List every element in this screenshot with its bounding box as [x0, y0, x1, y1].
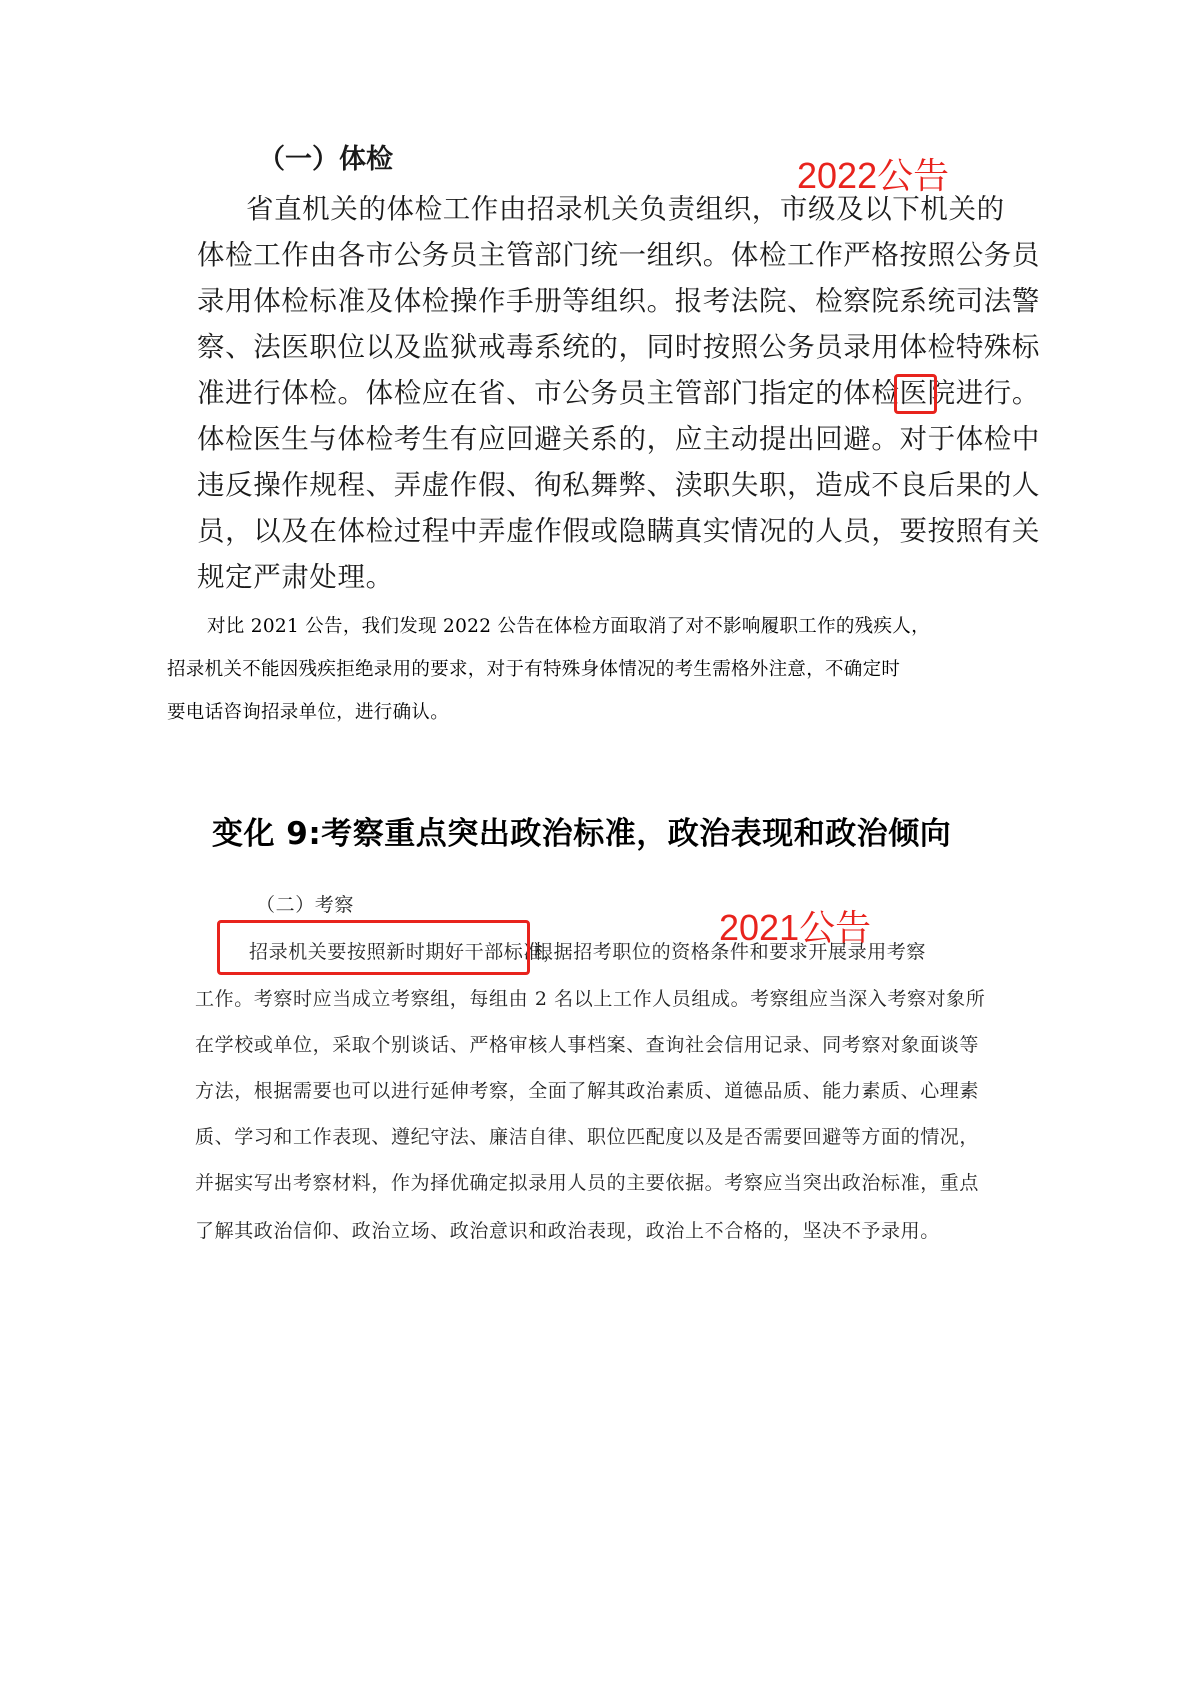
subsection-heading-inspection: （二）考察 [256, 894, 355, 916]
subsection-heading-physical-exam: （一）体检 [258, 144, 393, 175]
highlight-box-removed-text [894, 374, 937, 414]
change-heading: 变化 9:考察重点突出政治标准，政治表现和政治倾向 [212, 816, 952, 852]
paragraph-line: 规定严肃处理。 [197, 561, 394, 593]
paragraph-line: 违反操作规程、弄虚作假、徇私舞弊、渎职失职，造成不良后果的人 [197, 469, 1040, 501]
paragraph-line: 省直机关的体检工作由招录机关负责组织，市级及以下机关的 [246, 193, 1005, 225]
paragraph-line: 质、学习和工作表现、遵纪守法、廉洁自律、职位匹配度以及是否需要回避等方面的情况， [195, 1126, 980, 1148]
paragraph-line: 方法，根据需要也可以进行延伸考察，全面了解其政治素质、道德品质、能力素质、心理素 [195, 1080, 980, 1102]
annotation-label-2021: 2021公告 [719, 907, 872, 948]
note-line: 招录机关不能因残疾拒绝录用的要求，对于有特殊身体情况的考生需格外注意，不确定时 [167, 659, 901, 680]
paragraph-line: 根据招考职位的资格条件和要求开展录用考察 [534, 941, 927, 963]
paragraph-line: 准进行体检。体检应在省、市公务员主管部门指定的体检医院进行。 [197, 377, 1040, 409]
highlight-box-cadre-standard [217, 920, 530, 975]
annotation-label-2022: 2022公告 [797, 155, 950, 196]
paragraph-line: 了解其政治信仰、政治立场、政治意识和政治表现，政治上不合格的，坚决不予录用。 [195, 1220, 940, 1242]
paragraph-line: 录用体检标准及体检操作手册等组织。报考法院、检察院系统司法警 [197, 285, 1040, 317]
paragraph-line: 在学校或单位，采取个别谈话、严格审核人事档案、查询社会信用记录、同考察对象面谈等 [195, 1034, 980, 1056]
paragraph-line: 察、法医职位以及监狱戒毒系统的，同时按照公务员录用体检特殊标 [197, 331, 1040, 363]
paragraph-line: 工作。考察时应当成立考察组，每组由 2 名以上工作人员组成。考察组应当深入考察对象所 [195, 988, 986, 1010]
paragraph-line: 并据实写出考察材料，作为择优确定拟录用人员的主要依据。考察应当突出政治标准，重点 [195, 1172, 980, 1194]
paragraph-line: 体检工作由各市公务员主管部门统一组织。体检工作严格按照公务员 [197, 239, 1040, 271]
paragraph-line: 员，以及在体检过程中弄虚作假或隐瞒真实情况的人员，要按照有关 [197, 515, 1040, 547]
paragraph-line-boxed: 招录机关要按照新时期好干部标准， [249, 941, 563, 963]
note-line: 要电话咨询招录单位，进行确认。 [167, 702, 450, 723]
paragraph-line: 体检医生与体检考生有应回避关系的，应主动提出回避。对于体检中 [197, 423, 1040, 455]
note-line: 对比 2021 公告，我们发现 2022 公告在体检方面取消了对不影响履职工作的残疾人， [207, 616, 930, 637]
